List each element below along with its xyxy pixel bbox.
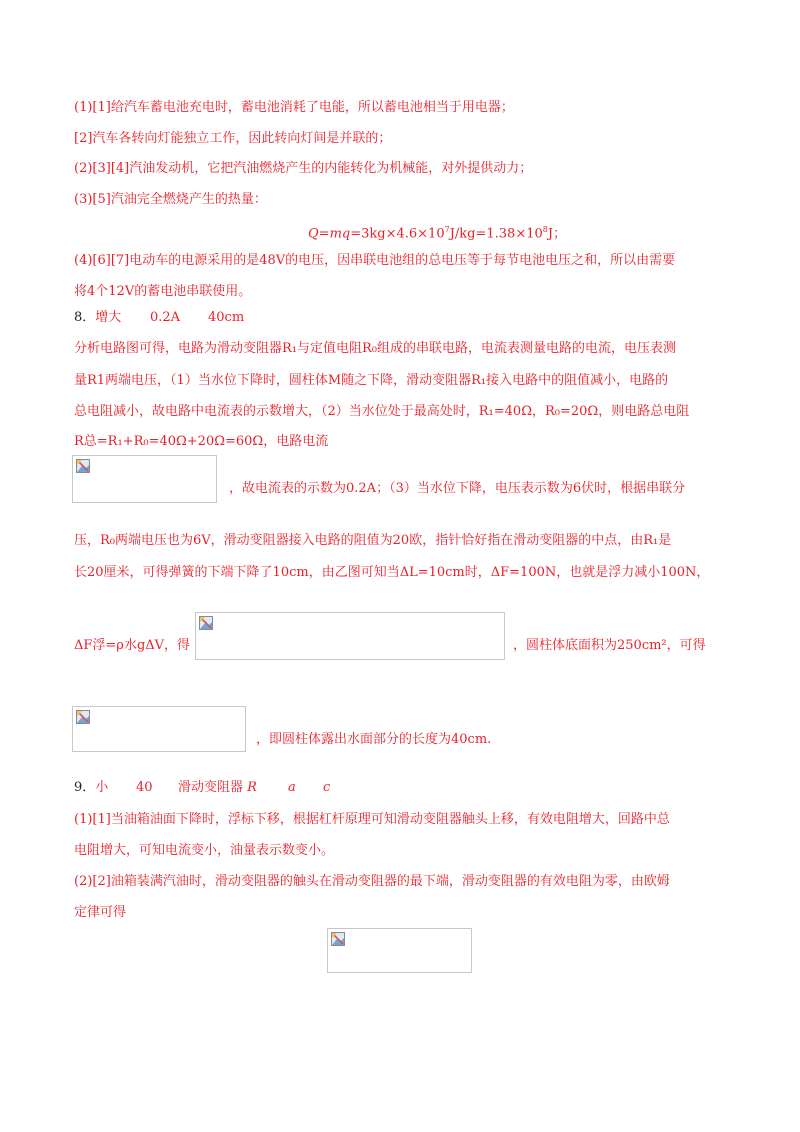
text-line-12: R总=R₁+R₀=40Ω+20Ω=60Ω，电路电流 — [74, 434, 329, 449]
text-line-14: 压，R₀两端电压也为6V，滑动变阻器接入电路的阻值为20欧，指针恰好指在滑动变阻器的中点，由R₁是 — [74, 533, 672, 548]
text-line-10: 量R1两端电压，（1）当水位下降时，圆柱体M随之下降，滑动变阻器R₁接入电路中的阻值减小，电路的 — [74, 373, 669, 388]
broken-image-icon — [76, 710, 90, 724]
answer-9-row: 9．小 40 滑动变阻器 R a c — [74, 780, 331, 795]
text-line-3: (2)[3][4]汽油发动机，它把汽油燃烧产生的内能转化为机械能，对外提供动力； — [74, 161, 533, 176]
text-line-7: 将4个12V的蓄电池串联使用。 — [74, 284, 252, 299]
answer-8-row: 8．增大 0.2A 40cm — [74, 310, 245, 325]
text-line-22: 定律可得 — [74, 905, 127, 920]
text-line-2: [2]汽车各转向灯能独立工作，因此转向灯间是并联的； — [74, 131, 392, 146]
text-line-1: (1)[1]给汽车蓄电池充电时，蓄电池消耗了电能，所以蓄电池相当于用电器； — [74, 100, 514, 115]
text-line-19: (1)[1]当油箱油面下降时，浮标下移，根据杠杆原理可知滑动变阻器触头上移，有效电阻增大，回路中总 — [74, 812, 670, 827]
heat-formula: $Q=mq=3kg\times 4.6\times 10^7J/kg=1.38\times 10^8J$； — [308, 225, 567, 242]
text-line-16b: ，圆柱体底面积为250cm²，可得 — [513, 638, 706, 653]
text-line-11: 总电阻减小，故电路中电流表的示数增大，（2）当水位处于最高处时，R₁=40Ω，R₀=20Ω，则电路总电阻 — [74, 404, 690, 419]
formula-image-volume — [195, 612, 505, 660]
text-line-4: (3)[5]汽油完全燃烧产生的热量： — [74, 192, 267, 207]
formula-image-current — [72, 455, 217, 503]
text-line-20: 电阻增大，可知电流变小，油量表示数变小。 — [74, 843, 335, 858]
text-line-16a: ΔF浮=ρ水gΔV，得 — [74, 638, 191, 653]
text-line-17: ，即圆柱体露出水面部分的长度为40cm. — [256, 732, 492, 747]
text-line-6: (4)[6][7]电动车的电源采用的是48V的电压，因串联电池组的总电压等于每节电池电压之和，所以由需要 — [74, 253, 676, 268]
text-line-21: (2)[2]油箱装满汽油时，滑动变阻器的触头在滑动变阻器的最下端，滑动变阻器的有效电阻为零，由欧姆 — [74, 874, 670, 889]
formula-image-length — [72, 706, 246, 752]
broken-image-icon — [199, 616, 213, 630]
broken-image-icon — [76, 459, 90, 473]
text-line-15: 长20厘米，可得弹簧的下端下降了10cm，由乙图可知当ΔL=10cm时，ΔF=100N，也就是浮力减小100N， — [74, 565, 710, 580]
broken-image-icon — [331, 932, 345, 946]
text-line-9: 分析电路图可得，电路为滑动变阻器R₁与定值电阻R₀组成的串联电路，电流表测量电路的电流，电压表测 — [74, 341, 676, 356]
text-line-13: ，故电流表的示数为0.2A；（3）当水位下降，电压表示数为6伏时，根据串联分 — [229, 481, 686, 496]
formula-image-ohm — [327, 928, 472, 973]
